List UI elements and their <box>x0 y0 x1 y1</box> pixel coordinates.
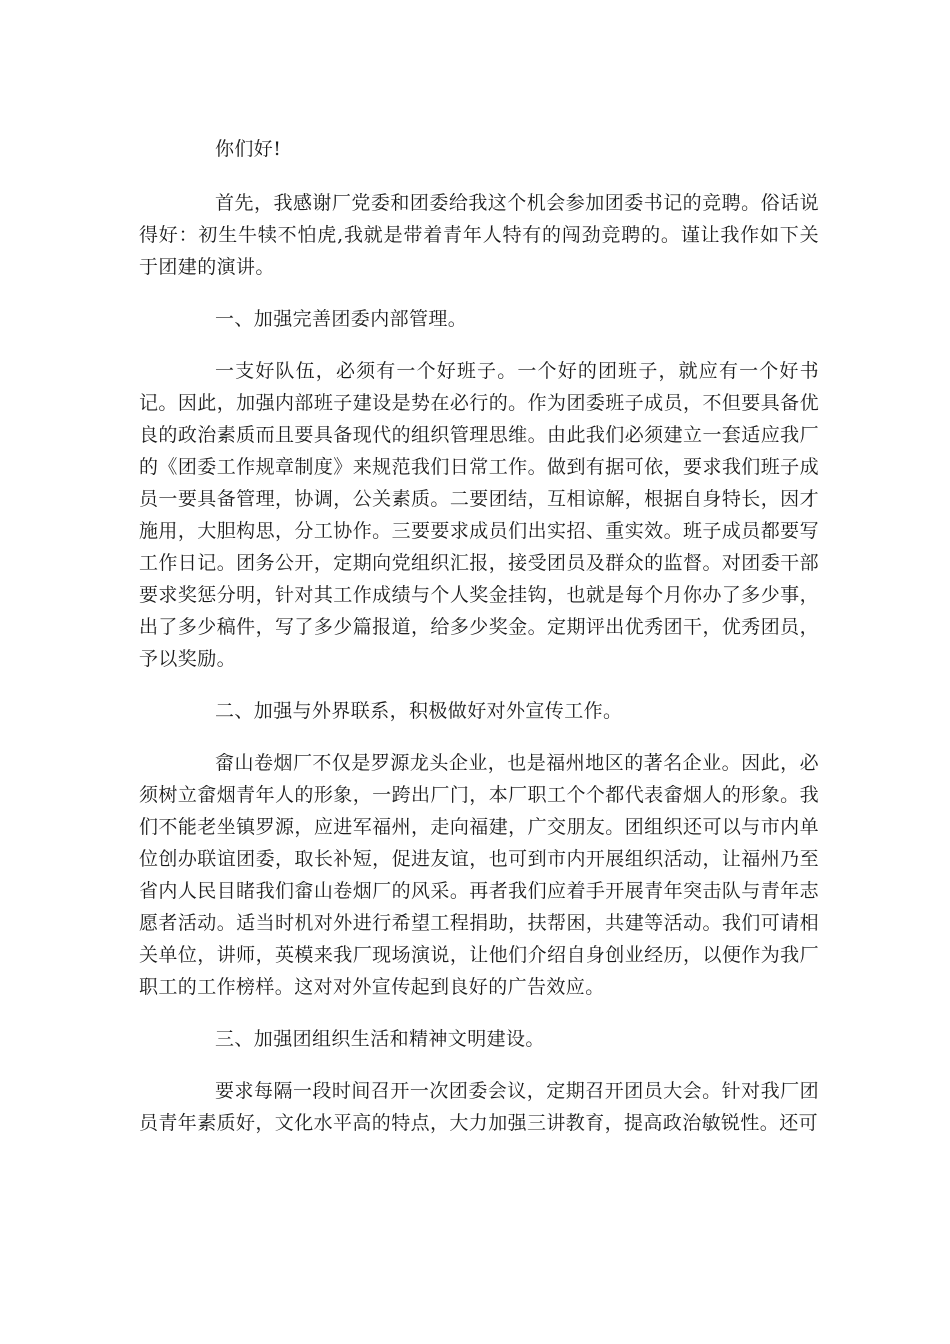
section-1-heading: 一、加强完善团委内部管理。 <box>215 308 468 330</box>
section-2-heading: 二、加强与外界联系，积极做好对外宣传工作。 <box>215 700 623 722</box>
section-1-paragraph: 一支好队伍，必须有一个好班子。一个好的团班子，就应有一个好书记。因此，加强内部班子建设是势在必行的。作为团委班子成员，不但要具备优良的政治素质而且要具备现代的组织管理思维。由此我们必须建立一套适应我厂的《团委工作规章制度》来规范我们日常工作。做到有据可依，要求我们班子成员一要具备管理，协调，公关素质。二要团结，互相谅解，根据自身特长，因才施用，大胆构思，分工协作。三要要求成员们出实招、重实效。班子成员都要写工作日记。团务公开，定期向党组织汇报，接受团员及群众的监督。对团委干部要求奖惩分明，针对其工作成绩与个人奖金挂钩，也就是每个月你办了多少事，出了多少稿件，写了多少篇报道，给多少奖金。定期评出优秀团干，优秀团员，予以奖励。 <box>139 360 819 670</box>
intro-paragraph: 首先，我感谢厂党委和团委给我这个机会参加团委书记的竞聘。俗话说得好：初生牛犊不怕虎,我就是带着青年人特有的闯劲竞聘的。谨让我作如下关于团建的演讲。 <box>139 192 819 278</box>
greeting: 你们好! <box>215 138 282 160</box>
section-3-heading: 三、加强团组织生活和精神文明建设。 <box>215 1028 545 1050</box>
section-3-paragraph: 要求每隔一段时间召开一次团委会议，定期召开团员大会。针对我厂团员青年素质好，文化水平高的特点，大力加强三讲教育，提高政治敏锐性。还可 <box>139 1080 819 1134</box>
speech-body <box>139 133 819 1139</box>
section-2-paragraph: 畲山卷烟厂不仅是罗源龙头企业，也是福州地区的著名企业。因此，必须树立畲烟青年人的形象，一跨出厂门，本厂职工个个都代表畲烟人的形象。我们不能老坐镇罗源，应进军福州，走向福建，广交朋友。团组织还可以与市内单位创办联谊团委，取长补短，促进友谊，也可到市内开展组织活动，让福州乃至省内人民目睹我们畲山卷烟厂的风采。再者我们应着手开展青年突击队与青年志愿者活动。适当时机对外进行希望工程捐助，扶帮困，共建等活动。我们可请相关单位，讲师，英模来我厂现场演说，让他们介绍自身创业经历，以便作为我厂职工的工作榜样。这对对外宣传起到良好的广告效应。 <box>139 752 819 998</box>
